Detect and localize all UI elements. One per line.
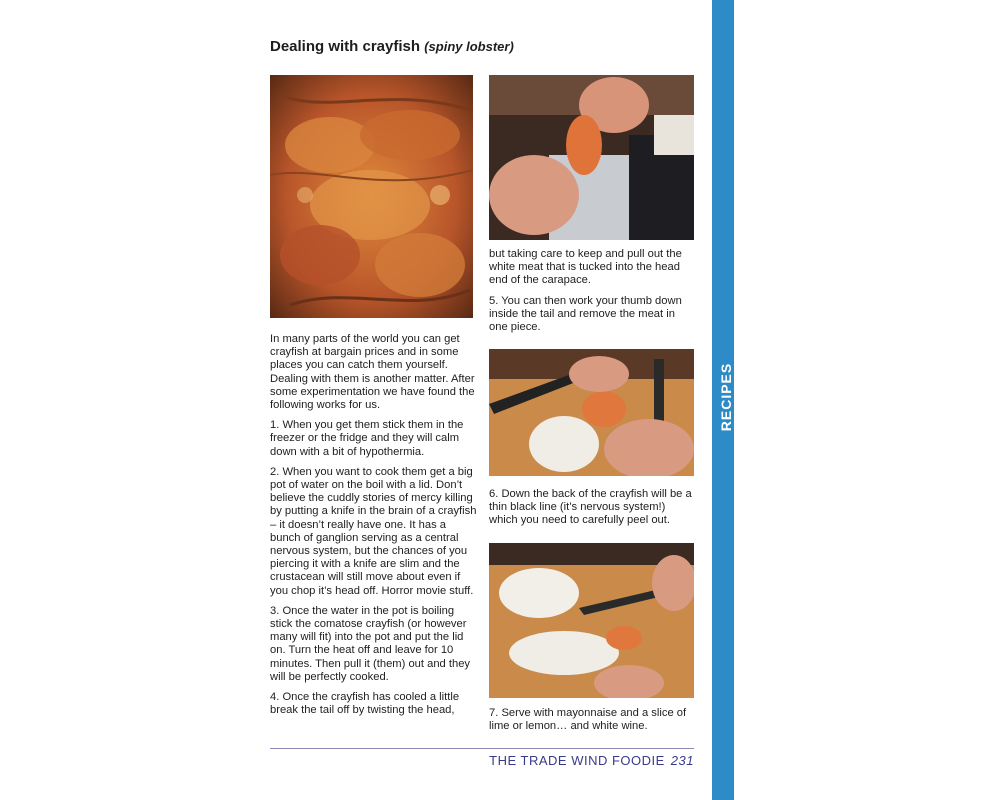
title-subtitle: (spiny lobster) — [424, 39, 514, 54]
page-title — [270, 38, 514, 55]
right-column-top-text — [489, 248, 695, 341]
step-5: 5. You can then work your thumb down inside the tail and remove the meat in one piece. — [489, 294, 682, 334]
book-title: THE TRADE WIND FOODIE — [489, 753, 665, 768]
step-1: 1. When you get them stick them in the freezer or the fridge and they will calm down with a bit of hypothermia. — [270, 419, 464, 458]
step-2: 2. When you want to cook them get a big pot of water on the boil with a lid. Don’t believe the cuddly stories of mercy killing by putting a knife in the brain of a crayfish – it doesn’t really have one. It has a bunch of ganglion serving as a central nervous system, but the chances of you piercing it with a knife are slim and the crustacean will still move about even if you chop it’s head off. Horror movie stuff. — [270, 465, 477, 597]
page-footer — [270, 753, 694, 768]
right-column-bottom-text — [489, 707, 695, 740]
footer-rule — [270, 748, 694, 749]
step-4-continuation: but taking care to keep and pull out the white meat that is tucked into the head end of the carapace. — [489, 248, 682, 287]
intro-paragraph: In many parts of the world you can get crayfish at bargain prices and in some places you can catch them yourself. Dealing with them is another matter. After some experimentation we have found the following works for us. — [270, 333, 475, 412]
step-4: 4. Once the crayfish has cooled a little break the tail off by twisting the head, — [270, 691, 460, 717]
step-6: 6. Down the back of the crayfish will be a thin black line (it’s nervous system!) which you need to carefully peel out. — [489, 488, 692, 527]
title-main: Dealing with crayfish — [270, 38, 421, 55]
photo-crayfish-pot — [270, 75, 473, 318]
photo-removing-meat — [489, 349, 694, 476]
page-number: 231 — [670, 753, 694, 768]
photo-cut-meat — [489, 543, 694, 698]
step-3: 3. Once the water in the pot is boiling stick the comatose crayfish (or however many will fit) into the pot and put the lid on. Turn the heat off and leave for 10 minutes. Then pull it (them) out and they will be perfectly cooked. — [270, 604, 471, 683]
photo-breaking-tail — [489, 75, 694, 240]
step-7: 7. Serve with mayonnaise and a slice of lime or lemon… and white wine. — [489, 707, 687, 733]
left-column-text — [270, 333, 477, 724]
section-tab-label: RECIPES — [718, 362, 734, 432]
right-column-mid-text — [489, 488, 695, 535]
